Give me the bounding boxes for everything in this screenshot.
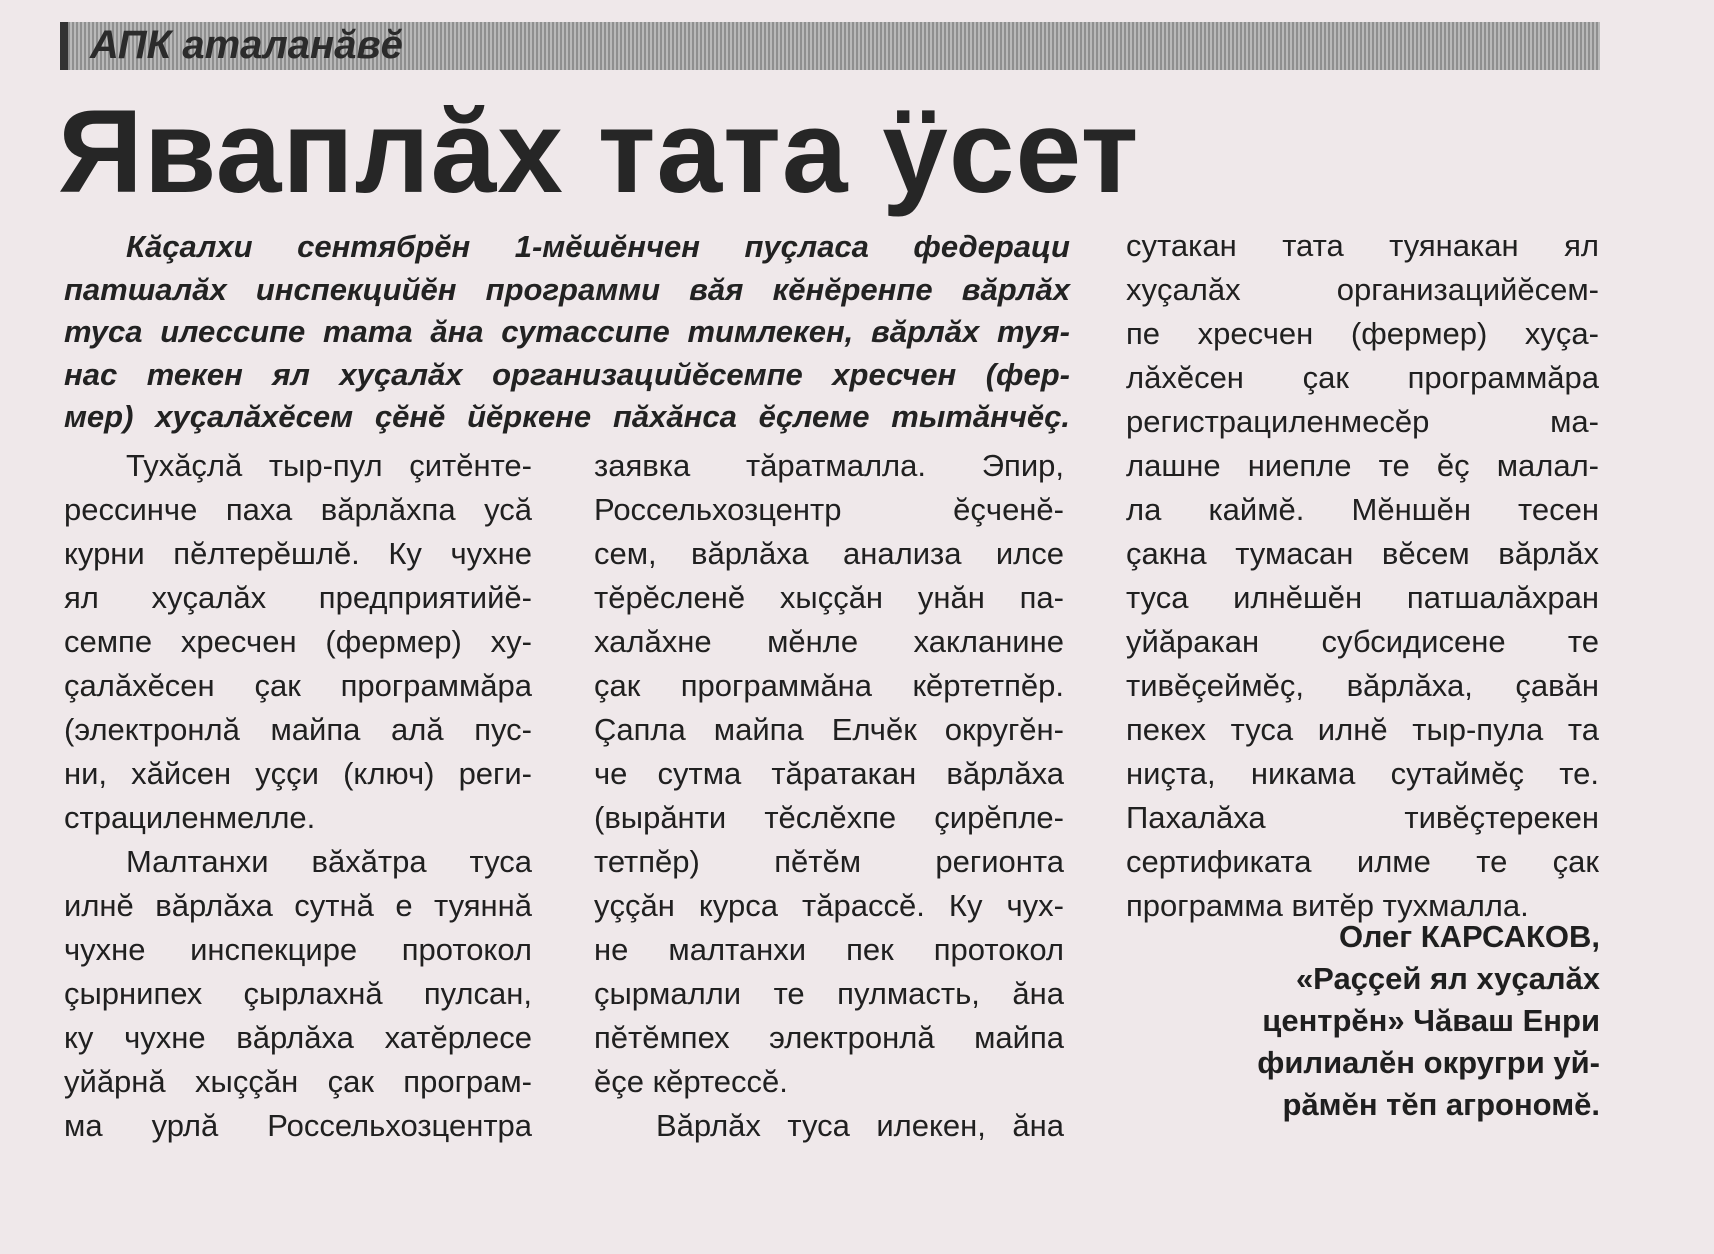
- body-line: Россельхозцентр ĕçченĕ-: [594, 492, 1064, 527]
- body-line: тивĕçеймĕç, вăрлăха, çавăн: [1126, 668, 1599, 703]
- body-line: ку чухне вăрлăха хатĕрлесе: [64, 1020, 532, 1055]
- body-line: çырмалли те пулмасть, ăна: [594, 976, 1064, 1011]
- body-line: не малтанхи пек протокол: [594, 932, 1064, 967]
- body-line: программа витĕр тухмалла.: [1126, 888, 1529, 923]
- body-line: ма урлă Россельхозцентра: [64, 1108, 532, 1143]
- signature-line: рăмĕн тĕп агрономĕ.: [1282, 1087, 1600, 1122]
- body-line: тĕрĕсленĕ хыççăн унăн па-: [594, 580, 1064, 615]
- body-line: регистрациленмесĕр ма-: [1126, 404, 1599, 439]
- body-line: пĕтĕмпех электронлă майпа: [594, 1020, 1064, 1055]
- author-signature: [1100, 916, 1600, 1126]
- section-rubric-bar: [60, 22, 1600, 70]
- lead-line: патшалăх инспекцийĕн программи вăя кĕнĕренпе вăрлăх: [64, 271, 1070, 307]
- body-line: ла каймĕ. Мĕншĕн тесен: [1126, 492, 1599, 527]
- body-line: (вырăнти тĕслĕхпе çирĕпле-: [594, 800, 1064, 835]
- body-line: сертификата илме те çак: [1126, 844, 1599, 879]
- signature-line: филиалĕн округри уй-: [1257, 1045, 1600, 1080]
- body-line: Малтанхи вăхăтра туса: [126, 844, 532, 879]
- body-line: курни пĕлтерĕшлĕ. Ку чухне: [64, 536, 532, 571]
- article-column-1: [64, 444, 532, 1148]
- body-line: семпе хресчен (фермер) ху-: [64, 624, 532, 659]
- body-line: уйăрнă хыççăн çак програм-: [64, 1064, 532, 1099]
- body-line: заявка тăратмалла. Эпир,: [594, 448, 1064, 483]
- body-line: ял хуçалăх предприятийĕ-: [64, 580, 532, 615]
- body-line: çакна тумасан вĕсем вăрлăх: [1126, 536, 1599, 571]
- body-line: уççăн курса тăрассĕ. Ку чух-: [594, 888, 1064, 923]
- signature-line: «Раççей ял хуçалăх: [1295, 961, 1600, 996]
- lead-line: туса илессипе тата ăна сутассипе тимлекен, вăрлăх туя-: [64, 314, 1070, 349]
- body-line: Вăрлăх туса илекен, ăна: [656, 1108, 1064, 1143]
- body-line: халăхне мĕнле хакланине: [594, 624, 1064, 659]
- signature-line: Олег КАРСАКОВ,: [1338, 919, 1600, 954]
- body-line: ĕçе кĕртессĕ.: [594, 1064, 788, 1099]
- body-line: страциленмелле.: [64, 800, 316, 835]
- body-line: рессинче паха вăрлăхпа усă: [64, 492, 532, 527]
- article-lead: [64, 226, 1070, 439]
- body-line: уйăракан субсидисене те: [1126, 624, 1599, 659]
- body-line: чухне инспекцире протокол: [64, 932, 532, 967]
- body-line: лăхĕсен çак программăра: [1126, 360, 1599, 395]
- lead-line: мер) хуçалăхĕсем çĕнĕ йĕркене пăхăнса ĕçлеме тытăнчĕç.: [64, 399, 1070, 434]
- body-line: пе хресчен (фермер) хуçа-: [1126, 316, 1599, 351]
- article-headline: Яваплăх тата ÿсет: [58, 86, 1140, 218]
- body-line: илнĕ вăрлăха сутнă е туяннă: [64, 888, 532, 923]
- article-column-2: [594, 444, 1064, 1148]
- body-line: пекех туса илнĕ тыр-пула та: [1126, 712, 1599, 747]
- section-rubric-label: АПК аталанăвĕ: [90, 23, 403, 67]
- body-line: Пахалăха тивĕçтерекен: [1126, 800, 1599, 835]
- body-line: ни, хăйсен уççи (ключ) реги-: [64, 756, 532, 791]
- body-line: че сутма тăратакан вăрлăха: [594, 756, 1064, 791]
- lead-line: нас текен ял хуçалăх организацийĕсемпе хресчен (фер-: [64, 356, 1070, 392]
- body-line: çалăхĕсен çак программăра: [64, 668, 532, 703]
- signature-line: центрĕн» Чăваш Енри: [1262, 1003, 1600, 1038]
- body-line: Тухăçлă тыр-пул çитĕнте-: [126, 448, 532, 483]
- body-line: Çапла майпа Елчĕк округĕн-: [594, 712, 1064, 747]
- body-line: сем, вăрлăха анализа илсе: [594, 536, 1064, 571]
- body-line: сутакан тата туянакан ял: [1126, 228, 1599, 263]
- body-line: тетпĕр) пĕтĕм регионта: [594, 844, 1064, 879]
- body-line: хуçалăх организацийĕсем-: [1126, 272, 1599, 307]
- article-column-3: [1126, 224, 1599, 928]
- body-line: туса илнĕшĕн патшалăхран: [1126, 580, 1599, 615]
- body-line: ниçта, никама сутаймĕç те.: [1126, 756, 1599, 791]
- body-line: çырнипех çырлахнă пулсан,: [64, 976, 532, 1011]
- body-line: лашне ниепле те ĕç малал-: [1126, 448, 1599, 483]
- lead-line: Кăçалхи сентябрĕн 1-мĕшĕнчен пуçласа федераци: [126, 229, 1070, 264]
- body-line: çак программăна кĕртетпĕр.: [594, 668, 1064, 703]
- body-line: (электронлă майпа алă пус-: [64, 712, 532, 747]
